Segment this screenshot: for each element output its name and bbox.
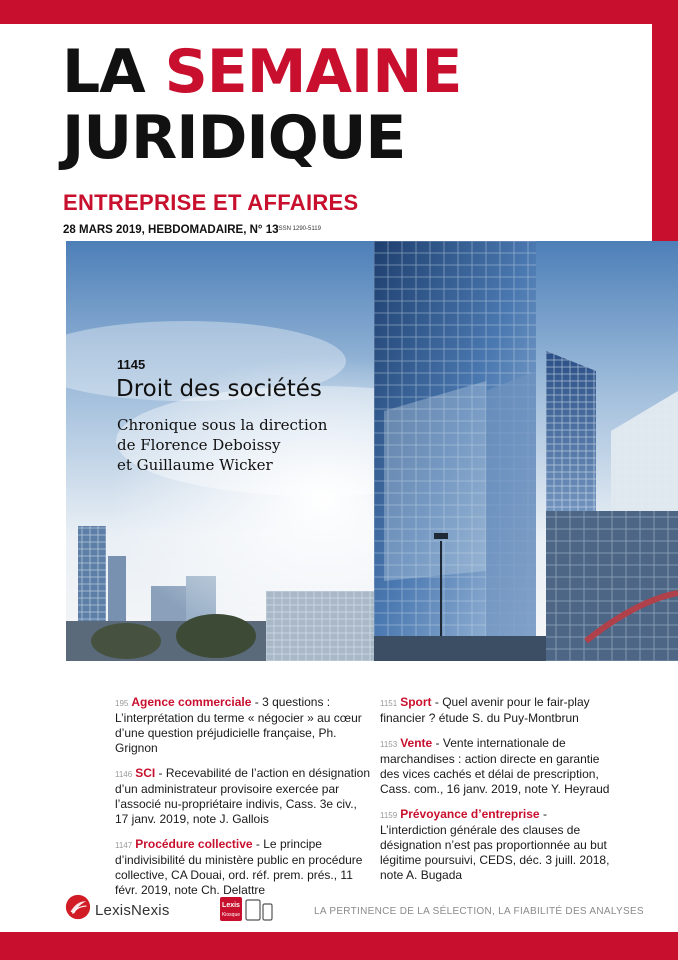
masthead-title-line2: JURIDIQUE <box>62 103 406 173</box>
feature-title: Droit des sociétés <box>116 376 322 402</box>
summary-entry <box>380 695 616 726</box>
issue-line: 28 MARS 2019, HEBDOMADAIRE, N° 13 <box>63 224 279 236</box>
feature-subtitle-line: de Florence Deboissy <box>117 436 281 454</box>
publisher-name: LexisNexis <box>95 902 170 919</box>
entry-number: 1159 <box>380 811 398 820</box>
entry-heading: Procédure collective <box>135 837 253 851</box>
entry-number: 1146 <box>115 770 133 779</box>
issn: ISSN 1290-5119 <box>277 226 321 232</box>
entry-heading: Sport <box>400 695 432 709</box>
kiosque-top-text: Lexis <box>222 902 240 909</box>
summary-entry <box>380 736 616 797</box>
kiosque-bottom-text: Kiosque <box>221 912 241 918</box>
lexis-kiosque-icon <box>219 896 275 922</box>
entry-heading: Agence commerciale <box>131 695 252 709</box>
summary-column-right <box>380 695 616 893</box>
entry-heading: Prévoyance d’entreprise <box>400 807 540 821</box>
right-red-band <box>652 24 678 252</box>
entry-number: 1153 <box>380 740 398 749</box>
top-red-band <box>0 0 678 24</box>
bottom-red-band <box>0 932 678 960</box>
masthead-semaine: SEMAINE <box>164 37 462 107</box>
entry-text: - Recevabilité de l’action en désignation d’un administrateur provisoire exercée par l’associé nu-propriétaire indivis, Cass. 3e civ., 17 janv. 2019, note J. Gallois <box>115 766 371 826</box>
entry-text: - Le principe d’indivisibilité du ministère public en procédure collective, CA Douai, ord. réf. prem. prés., 11 févr. 2019, note Ch. Delattre <box>115 837 363 897</box>
entry-text: - Vente internationale de marchandises : action directe en garantie des vices cachés et délai de prescription, Cass. com., 16 janv. 2019, note Y. Heyraud <box>380 736 610 796</box>
entry-text: - Quel avenir pour le fair-play financier ? étude S. du Puy-Montbrun <box>380 695 590 725</box>
publisher-tagline: LA PERTINENCE DE LA SÉLECTION, LA FIABILITÉ DES ANALYSES <box>314 906 644 917</box>
summary-entry <box>115 766 373 827</box>
summary-entry <box>380 807 616 883</box>
entry-number: 1151 <box>380 699 398 708</box>
entry-number: 195 <box>115 699 129 708</box>
lexisnexis-logo-icon <box>63 893 93 921</box>
feature-subtitle <box>117 415 357 475</box>
entry-text: - 3 questions : L’interprétation du terme « négocier » au cœur d’une question préjudicielle française, Ph. Grignon <box>115 695 362 755</box>
feature-subtitle-line: et Guillaume Wicker <box>117 456 273 474</box>
entry-text: - L’interdiction générale des clauses de désignation n’est pas proportionnée au but légitime poursuivi, CEDS, déc. 3 juill. 2018, note A. Bugada <box>380 807 610 882</box>
summary-entry <box>115 837 373 898</box>
edition-title: ENTREPRISE ET AFFAIRES <box>63 190 359 215</box>
summary-column-left <box>115 695 373 908</box>
masthead-la: LA <box>62 37 145 107</box>
entry-heading: SCI <box>135 766 156 780</box>
entry-heading: Vente <box>400 736 433 750</box>
feature-number: 1145 <box>117 357 146 372</box>
masthead-title-line1 <box>62 37 462 107</box>
summary-entry <box>115 695 373 756</box>
entry-number: 1147 <box>115 841 133 850</box>
feature-subtitle-line: Chronique sous la direction <box>117 416 328 434</box>
